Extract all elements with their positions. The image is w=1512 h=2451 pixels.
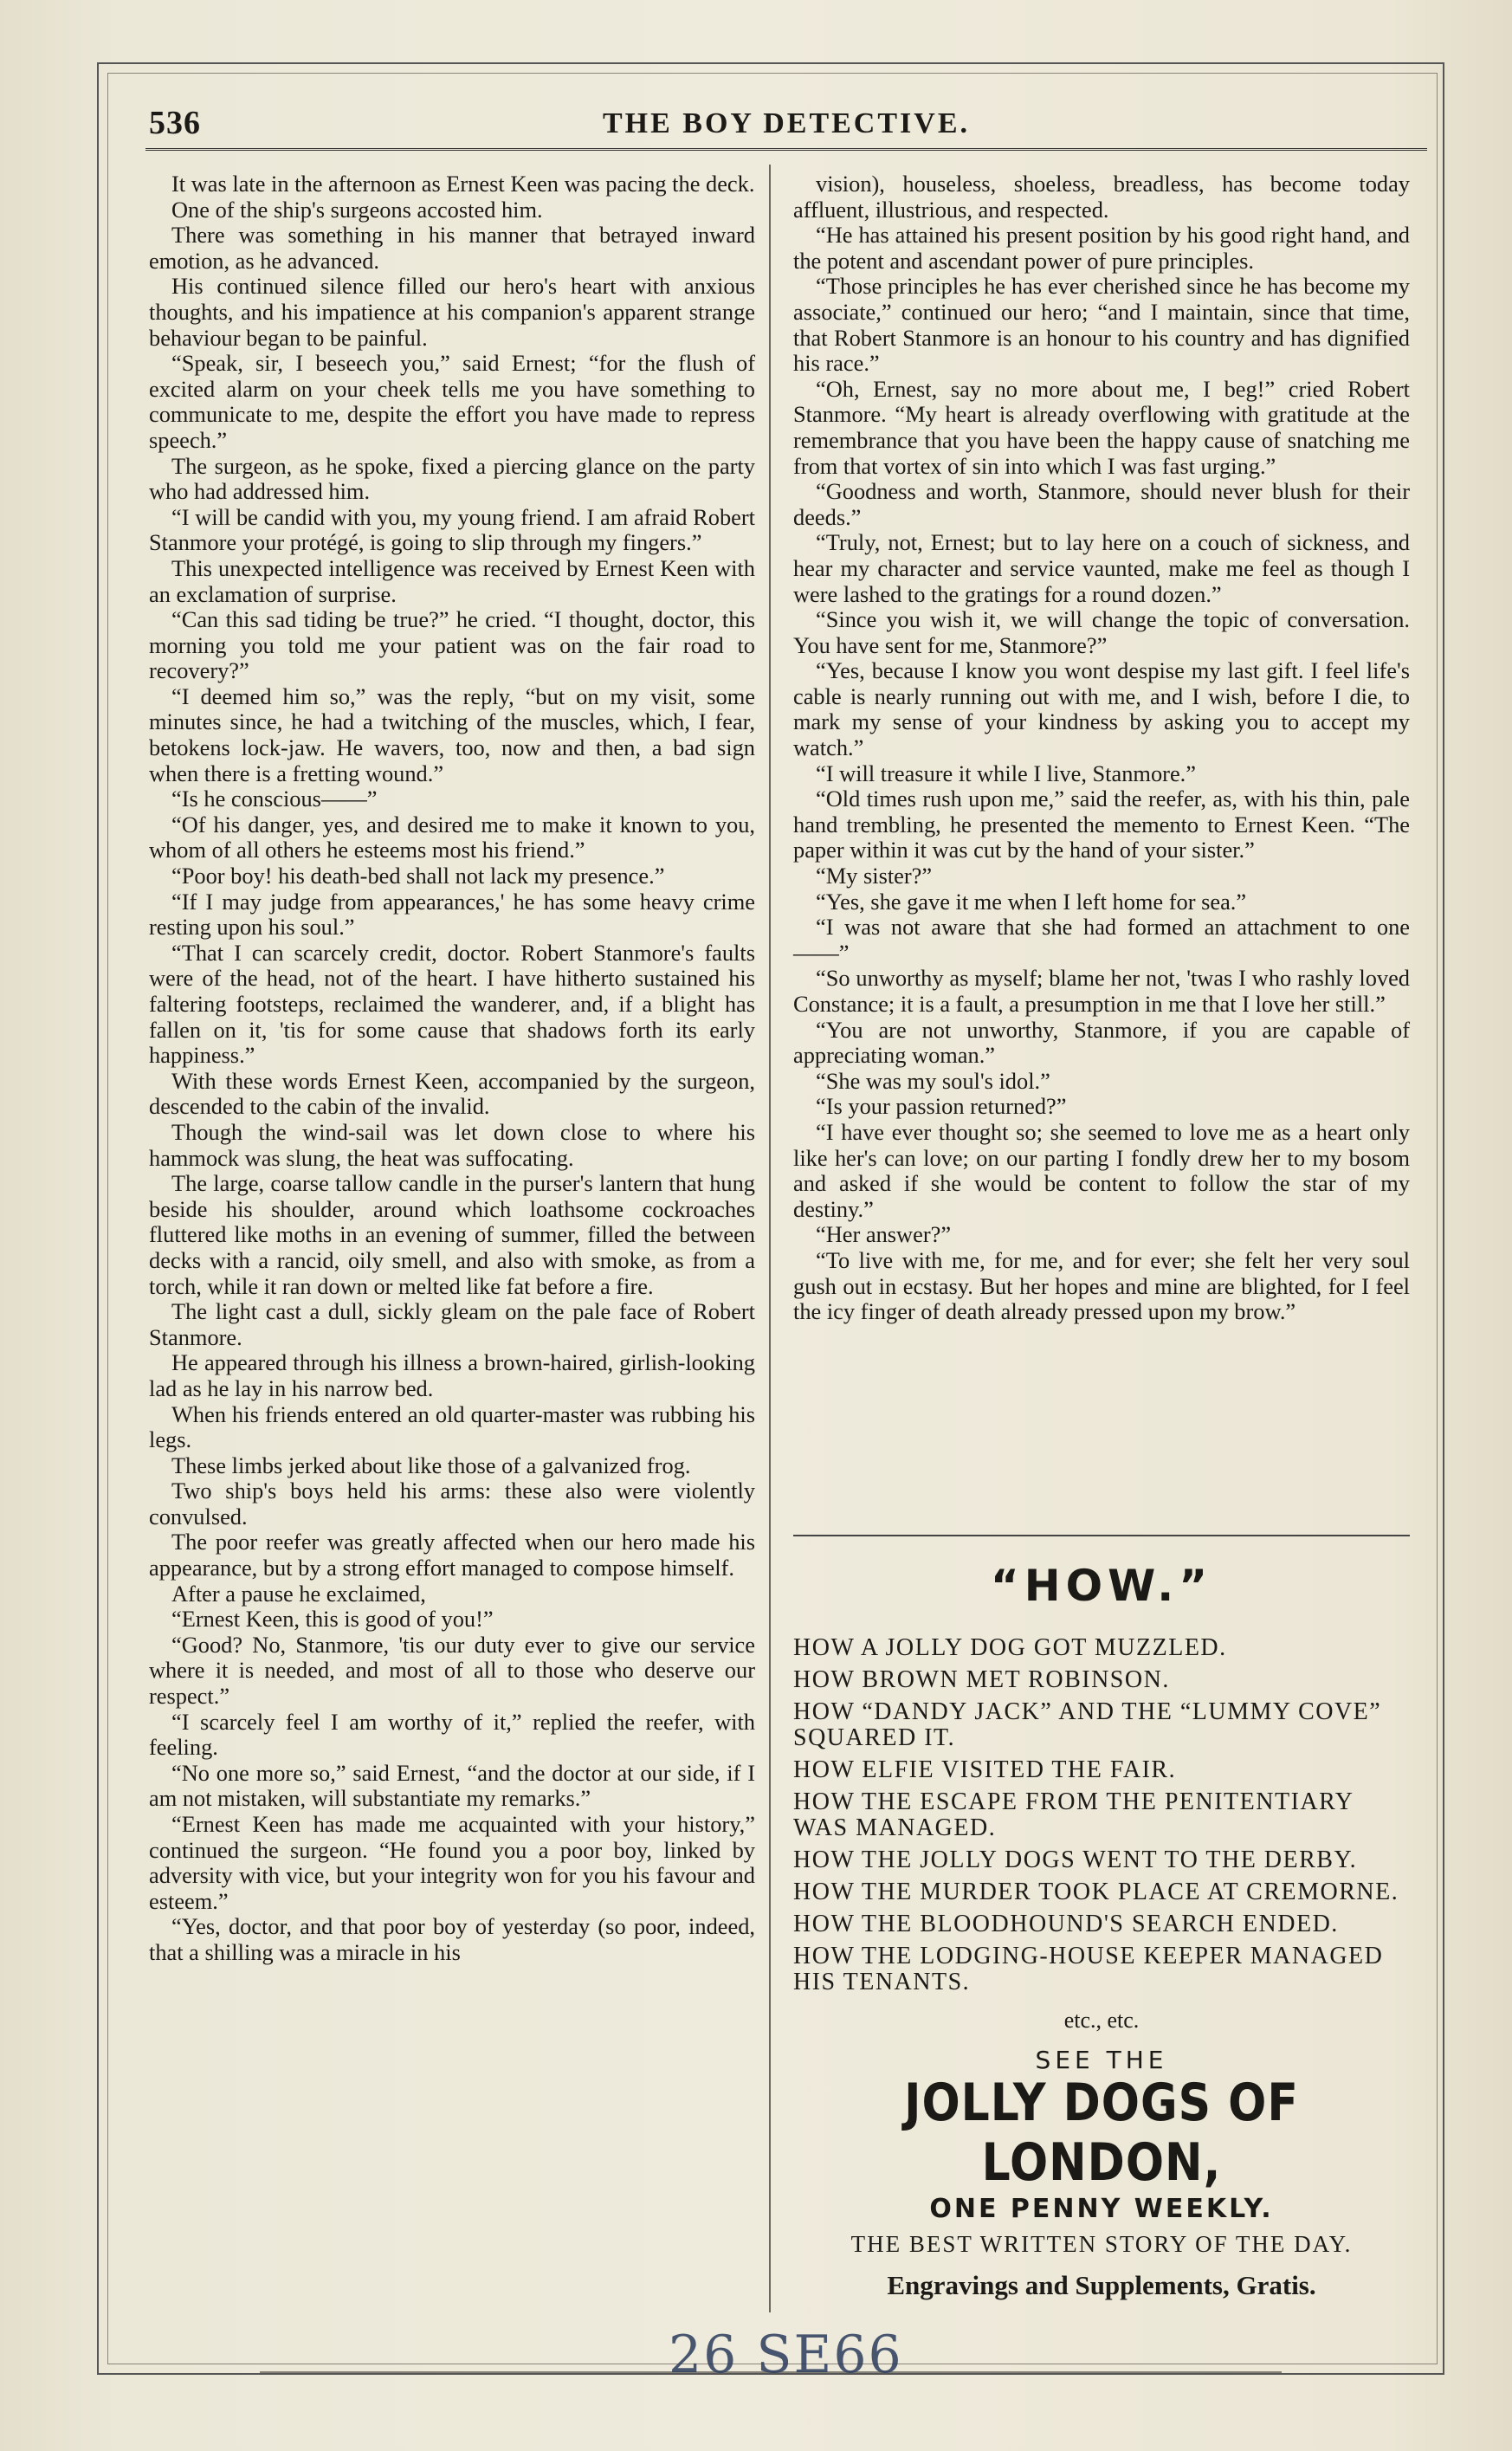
paragraph: “I was not aware that she had formed an attachment to one ——” (793, 914, 1410, 966)
paragraph: “Yes, she gave it me when I left home for sea.” (816, 888, 1247, 915)
paragraph: “To live with me, for me, and for ever; she felt her very soul gush out in ecstasy. But her hopes and mine are blighted, for I feel the icy finger of death already pressed upon my brow.” (793, 1246, 1410, 1325)
paragraph: The large, coarse tallow candle in the purser's lantern that hung beside his shoulder, around which loathsome cockroaches fluttered like moths in an evening of summer, filled the between decks with a rancid, oily smell, and also with smoke, as from a torch, while it ran down or melted like fat before a fire. (149, 1170, 755, 1299)
advertisement-brand: JOLLY DOGS OF LONDON, (904, 2073, 1299, 2193)
running-title: THE BOY DETECTIVE. (603, 107, 970, 139)
advertisement-item: HOW ELFIE VISITED THE FAIR. (793, 1756, 1177, 1783)
paragraph: “Of his danger, yes, and desired me to make it known to you, whom of all others he esteems most his friend.” (149, 811, 755, 863)
column-divider (769, 165, 771, 2312)
paragraph: “He has attained his present position by his good right hand, and the potent and ascendant power of pure principles. (793, 222, 1410, 274)
paragraph: “I will treasure it while I live, Stanmore.” (816, 760, 1196, 786)
paragraph: “Poor boy! his death-bed shall not lack my presence.” (171, 863, 665, 889)
advertisement (793, 1535, 1410, 2301)
paragraph: “Yes, because I know you wont despise my last gift. I feel life's cable is nearly running out with me, and I wish, before I die, to mark my sense of your kindness by asking you to accept my watch.” (793, 657, 1410, 761)
paragraph: “Her answer?” (816, 1221, 952, 1248)
left-column (149, 171, 755, 1966)
paragraph: When his friends entered an old quarter-master was rubbing his legs. (149, 1400, 755, 1453)
paragraph: These limbs jerked about like those of a galvanized frog. (171, 1452, 691, 1478)
paragraph: He appeared through his illness a brown-haired, girlish-looking lad as he lay in his narrow bed. (149, 1349, 755, 1401)
paragraph: “Oh, Ernest, say no more about me, I beg!” cried Robert Stanmore. “My heart is already overflowing with gratitude at the remembrance that you have been the happy cause of snatching me from that vortex of sin into which I was fast urging.” (793, 375, 1410, 479)
paragraph: “Those principles he has ever cherished since he has become my associate,” continued our hero; “and I maintain, since that time, that Robert Stanmore is an honour to his country and has dignified his race.” (793, 273, 1410, 377)
advertisement-frequency: ONE PENNY WEEKLY. (929, 2194, 1274, 2224)
advertisement-list (793, 1635, 1410, 1995)
paragraph: Two ship's boys held his arms: these also were violently convulsed. (149, 1478, 755, 1529)
paragraph: vision), houseless, shoeless, breadless, has become today affluent, illustrious, and respected. (793, 171, 1410, 223)
advertisement-item: HOW A JOLLY DOG GOT MUZZLED. (793, 1634, 1227, 1661)
paragraph: “Speak, sir, I beseech you,” said Ernest; “for the flush of excited alarm on your cheek tells me you have something to communicate to me, despite the effort you have made to repress speech.” (149, 350, 755, 453)
advertisement-item: HOW THE MURDER TOOK PLACE AT CREMORNE. (793, 1879, 1399, 1905)
paragraph: “Since you wish it, we will change the topic of conversation. You have sent for me, Stanmore?” (793, 606, 1410, 658)
paragraph: “Ernest Keen, this is good of you!” (171, 1606, 494, 1633)
advertisement-etc: etc., etc. (1063, 2008, 1140, 2033)
advertisement-supplements: Engravings and Supplements, Gratis. (887, 2270, 1316, 2300)
paragraph: “That I can scarcely credit, doctor. Robert Stanmore's faults were of the head, not of the heart. I have hitherto sustained his faltering footsteps, reclaimed the wanderer, and, if a blight has fallen on it, 'tis for some cause that shadows forth its early happiness.” (149, 939, 755, 1069)
paragraph: “Old times rush upon me,” said the reefer, as, with his thin, pale hand trembling, he presented the memento to Ernest Keen. “The paper within it was cut by the hand of your sister.” (793, 786, 1410, 863)
paragraph: After a pause he exclaimed, (171, 1580, 426, 1607)
paragraph: This unexpected intelligence was received by Ernest Keen with an exclamation of surprise. (149, 554, 755, 607)
paragraph: With these words Ernest Keen, accompanied by the surgeon, descended to the cabin of the invalid. (149, 1067, 755, 1120)
paragraph: “Good? No, Stanmore, 'tis our duty ever to give our service where it is needed, and most of all to those who deserve our respect.” (149, 1631, 755, 1710)
paragraph: “I will be candid with you, my young friend. I am afraid Robert Stanmore your protégé, is going to slip through my fingers.” (149, 503, 755, 556)
paragraph: The poor reefer was greatly affected when our hero made his appearance, but by a strong effort managed to compose himself. (149, 1529, 755, 1581)
paragraph: Though the wind-sail was let down close to where his hammock was slung, the heat was suffocating. (149, 1118, 755, 1171)
paragraph: His continued silence filled our hero's heart with anxious thoughts, and his impatience at his companion's apparent strange behaviour began to be painful. (149, 273, 755, 351)
paragraph: “Yes, doctor, and that poor boy of yesterday (so poor, indeed, that a shilling was a miracle in his (149, 1913, 755, 1965)
paragraph: “I have ever thought so; she seemed to love me as a heart only like her's can love; on our parting I fondly drew her to my bosom and asked if she would be content to follow the star of my destiny.” (793, 1118, 1410, 1222)
paragraph: There was something in his manner that betrayed inward emotion, as he advanced. (149, 222, 755, 274)
right-column (793, 171, 1410, 1325)
page-number: 536 (149, 105, 201, 141)
paragraph: “Is he conscious——” (171, 786, 378, 812)
advertisement-item: HOW THE BLOODHOUND'S SEARCH ENDED. (793, 1911, 1339, 1937)
advertisement-item: HOW THE JOLLY DOGS WENT TO THE DERBY. (793, 1846, 1358, 1873)
paragraph: “Can this sad tiding be true?” he cried. “I thought, doctor, this morning you told me your patient was on the fair road to recovery?” (149, 606, 755, 684)
paragraph: “I deemed him so,” was the reply, “but on my visit, some minutes since, he had a twitching of the muscles, which, I fear, betokens lock-jaw. He wavers, too, now and then, a bad sign when there is a fretting wound.” (149, 682, 755, 786)
advertisement-item: HOW “DANDY JACK” AND THE “LUMMY COVE” SQUARED IT. (793, 1698, 1382, 1751)
paragraph: “You are not unworthy, Stanmore, if you are capable of appreciating woman.” (793, 1016, 1410, 1069)
paragraph: The light cast a dull, sickly gleam on the pale face of Robert Stanmore. (149, 1298, 755, 1350)
paragraph: “Is your passion returned?” (816, 1093, 1067, 1120)
paragraph: “Goodness and worth, Stanmore, should never blush for their deeds.” (793, 478, 1410, 530)
paragraph: “She was my soul's idol.” (816, 1067, 1050, 1094)
paragraph: “Truly, not, Ernest; but to lay here on a couch of sickness, and hear my character and service vaunted, make me feel as though I were lashed to the gratings for a round dozen.” (793, 529, 1410, 607)
advertisement-tagline: THE BEST WRITTEN STORY OF THE DAY. (850, 2231, 1353, 2257)
paragraph: “My sister?” (816, 863, 933, 889)
paragraph: It was late in the afternoon as Ernest Keen was pacing the deck. (171, 171, 755, 197)
advertisement-item: HOW BROWN MET ROBINSON. (793, 1666, 1170, 1693)
page-header (145, 102, 1427, 151)
advertisement-see: SEE THE (1035, 2046, 1168, 2074)
paragraph: The surgeon, as he spoke, fixed a piercing glance on the party who had addressed him. (149, 452, 755, 505)
paragraph: “Ernest Keen has made me acquainted with your history,” continued the surgeon. “He found you a poor boy, linked by adversity with vice, but your integrity won for you his favour and esteem.” (149, 1811, 755, 1914)
date-stamp: 26 SE66 (669, 2325, 903, 2385)
paragraph: “If I may judge from appearances,' he has some heavy crime resting upon his soul.” (149, 888, 755, 941)
advertisement-item: HOW THE ESCAPE FROM THE PENITENTIARY WAS MANAGED. (793, 1788, 1354, 1841)
paragraph: “So unworthy as myself; blame her not, 'twas I who rashly loved Constance; it is a fault, a presumption in me that I love her still.” (793, 965, 1410, 1017)
paragraph: One of the ship's surgeons accosted him. (171, 196, 543, 223)
advertisement-top-rule (793, 1535, 1410, 1536)
advertisement-item: HOW THE LODGING-HOUSE KEEPER MANAGED HIS TENANTS. (793, 1943, 1384, 1995)
paragraph: “No one more so,” said Ernest, “and the doctor at our side, if I am not mistaken, will substantiate my remarks.” (149, 1759, 755, 1812)
paragraph: “I scarcely feel I am worthy of it,” replied the reefer, with feeling. (149, 1708, 755, 1761)
advertisement-title: “HOW.” (990, 1561, 1213, 1611)
